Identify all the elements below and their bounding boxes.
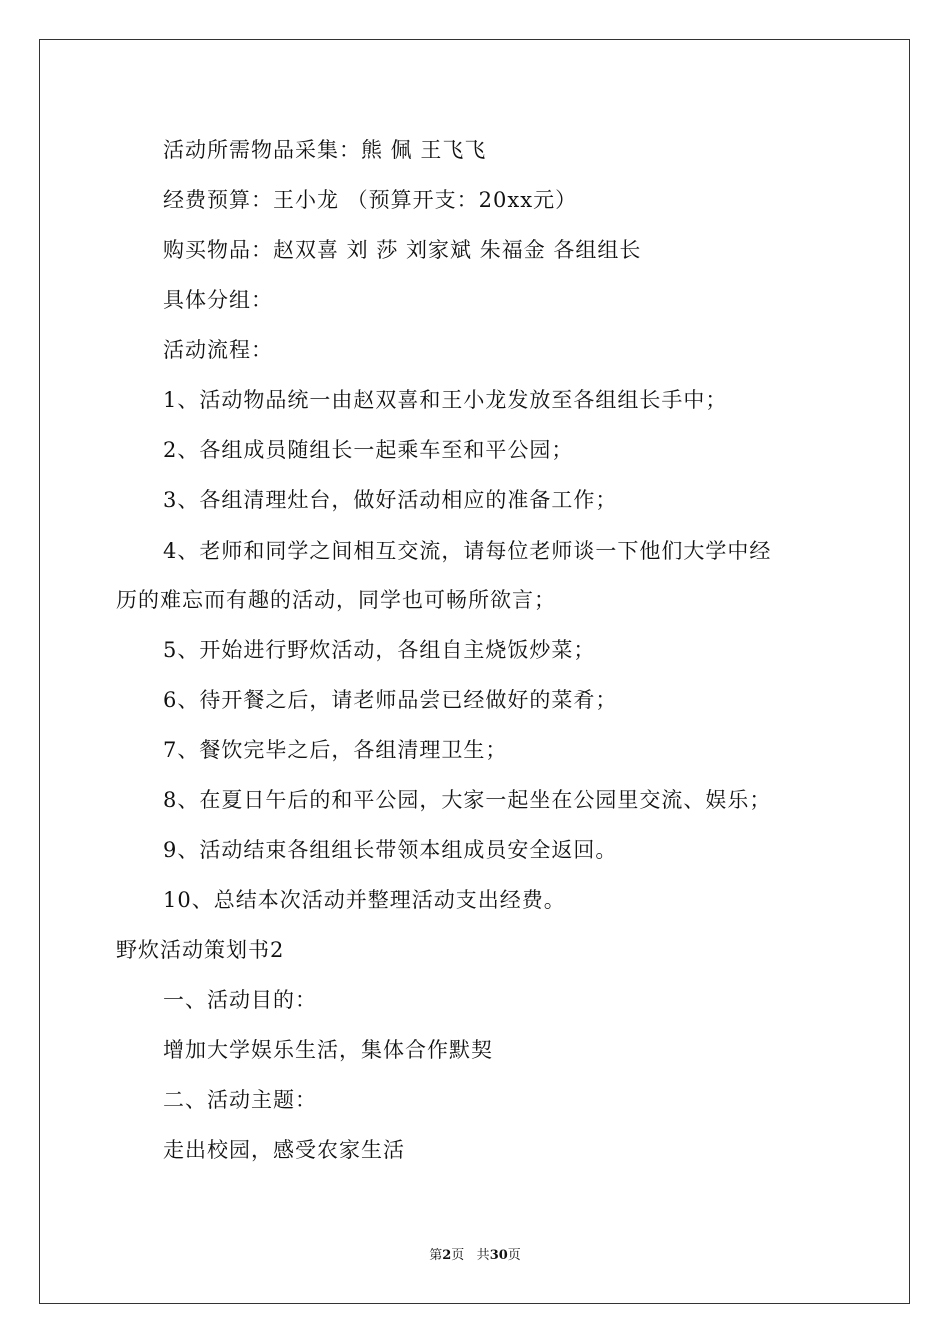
- text-line-step-10: 10、总结本次活动并整理活动支出经费。: [163, 888, 566, 912]
- text-line-step-1: 1、活动物品统一由赵双喜和王小龙发放至各组组长手中；: [163, 388, 728, 412]
- text-line-purpose: 增加大学娱乐生活，集体合作默契: [163, 1038, 493, 1062]
- text-line-purpose-heading: 一、活动目的：: [163, 988, 317, 1012]
- footer-total-number: 30: [489, 1248, 508, 1263]
- footer-total-suffix: 页: [507, 1248, 521, 1263]
- text-line-step-9: 9、活动结束各组组长带领本组成员安全返回。: [163, 838, 618, 862]
- text-line-budget: 经费预算：王小龙 （预算开支：20xx元）: [163, 188, 578, 212]
- text-line-step-5: 5、开始进行野炊活动，各组自主烧饭炒菜；: [163, 638, 596, 662]
- text-line-step-7: 7、餐饮完毕之后，各组清理卫生；: [163, 738, 508, 762]
- text-line-process-heading: 活动流程：: [163, 338, 273, 362]
- text-line-grouping: 具体分组：: [163, 288, 273, 312]
- page-footer: [0, 1247, 950, 1265]
- footer-total-prefix: 共: [476, 1248, 490, 1263]
- text-line-theme-heading: 二、活动主题：: [163, 1088, 317, 1112]
- footer-page-prefix: 第: [429, 1248, 443, 1263]
- text-line-purchase: 购买物品：赵双喜 刘 莎 刘家斌 朱福金 各组组长: [163, 238, 642, 262]
- section-title: 野炊活动策划书2: [116, 938, 285, 962]
- text-line-step-4: 4、老师和同学之间相互交流，请每位老师谈一下他们大学中经: [163, 539, 772, 563]
- text-line-step-3: 3、各组清理灶台，做好活动相应的准备工作；: [163, 488, 618, 512]
- text-line-step-6: 6、待开餐之后，请老师品尝已经做好的菜肴；: [163, 688, 618, 712]
- footer-page-suffix: 页: [451, 1248, 465, 1263]
- text-line-step-2: 2、各组成员随组长一起乘车至和平公园；: [163, 438, 574, 462]
- text-line-theme: 走出校园，感受农家生活: [163, 1138, 405, 1162]
- page-border: [39, 39, 910, 1304]
- text-line-materials: 活动所需物品采集：熊 佩 王飞飞: [163, 138, 487, 162]
- text-line-step-8: 8、在夏日午后的和平公园，大家一起坐在公园里交流、娱乐；: [163, 788, 772, 812]
- footer-page-number: 2: [442, 1248, 452, 1263]
- text-line-step-4-cont: 历的难忘而有趣的活动，同学也可畅所欲言；: [116, 588, 556, 612]
